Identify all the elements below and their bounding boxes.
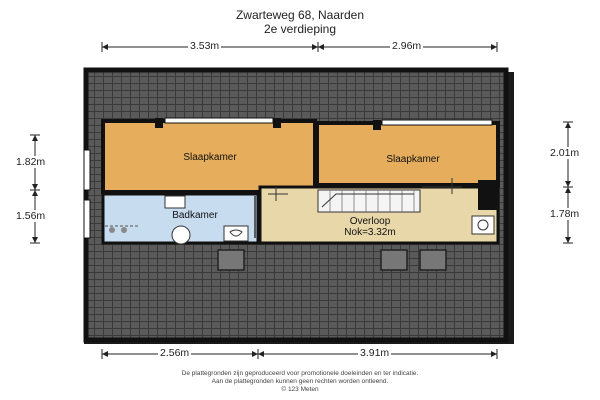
- skylight: [420, 250, 446, 270]
- window-bedroom-left: [165, 118, 273, 123]
- window-bedroom-right: [382, 120, 492, 125]
- dim-top-right: 2.96m: [392, 40, 422, 52]
- dim-right-lower: 1.78m: [550, 208, 580, 220]
- dim-top-left: 3.53m: [190, 40, 220, 52]
- disclaimer-line-1: De plattegronden zijn geproduceerd voor promotionele doeleinden en ter indicatie.: [181, 370, 419, 377]
- room-label-bedroom-right: Slaapkamer: [386, 154, 440, 165]
- wall-post: [373, 120, 381, 130]
- room-label-bedroom-left: Slaapkamer: [183, 152, 237, 163]
- disclaimer-line-2: Aan de plattegronden kunnen geen rechten worden ontleend.: [211, 378, 389, 385]
- dim-left-upper: 1.82m: [16, 156, 46, 168]
- staircase: [318, 190, 420, 212]
- room-label-bathroom: Badkamer: [172, 210, 218, 221]
- dim-bottom-right: 3.91m: [360, 347, 390, 359]
- disclaimer-line-3: © 123 Meten: [281, 386, 319, 393]
- wall-post: [155, 118, 163, 128]
- dim-right-upper: 2.01m: [550, 147, 580, 159]
- dim-bottom-left: 2.56m: [160, 347, 190, 359]
- window-left-upper: [84, 150, 90, 190]
- skylight: [381, 250, 407, 270]
- shower-head-icon: [109, 227, 115, 233]
- wall-post: [273, 118, 281, 128]
- washing-machine: [472, 216, 494, 234]
- floor-subtitle: 2e verdieping: [263, 22, 337, 36]
- sink: [165, 196, 185, 208]
- wall-post: [478, 180, 498, 210]
- room-label-landing: Overloop: [349, 216, 391, 227]
- toilet: [224, 226, 248, 241]
- window-left-lower: [84, 200, 90, 238]
- ridge-height: Nok=3.32m: [344, 227, 396, 238]
- round-fixture: [172, 226, 190, 244]
- dim-left-lower: 1.56m: [16, 210, 46, 222]
- skylight: [218, 250, 244, 270]
- address-title: Zwarteweg 68, Naarden: [235, 8, 365, 22]
